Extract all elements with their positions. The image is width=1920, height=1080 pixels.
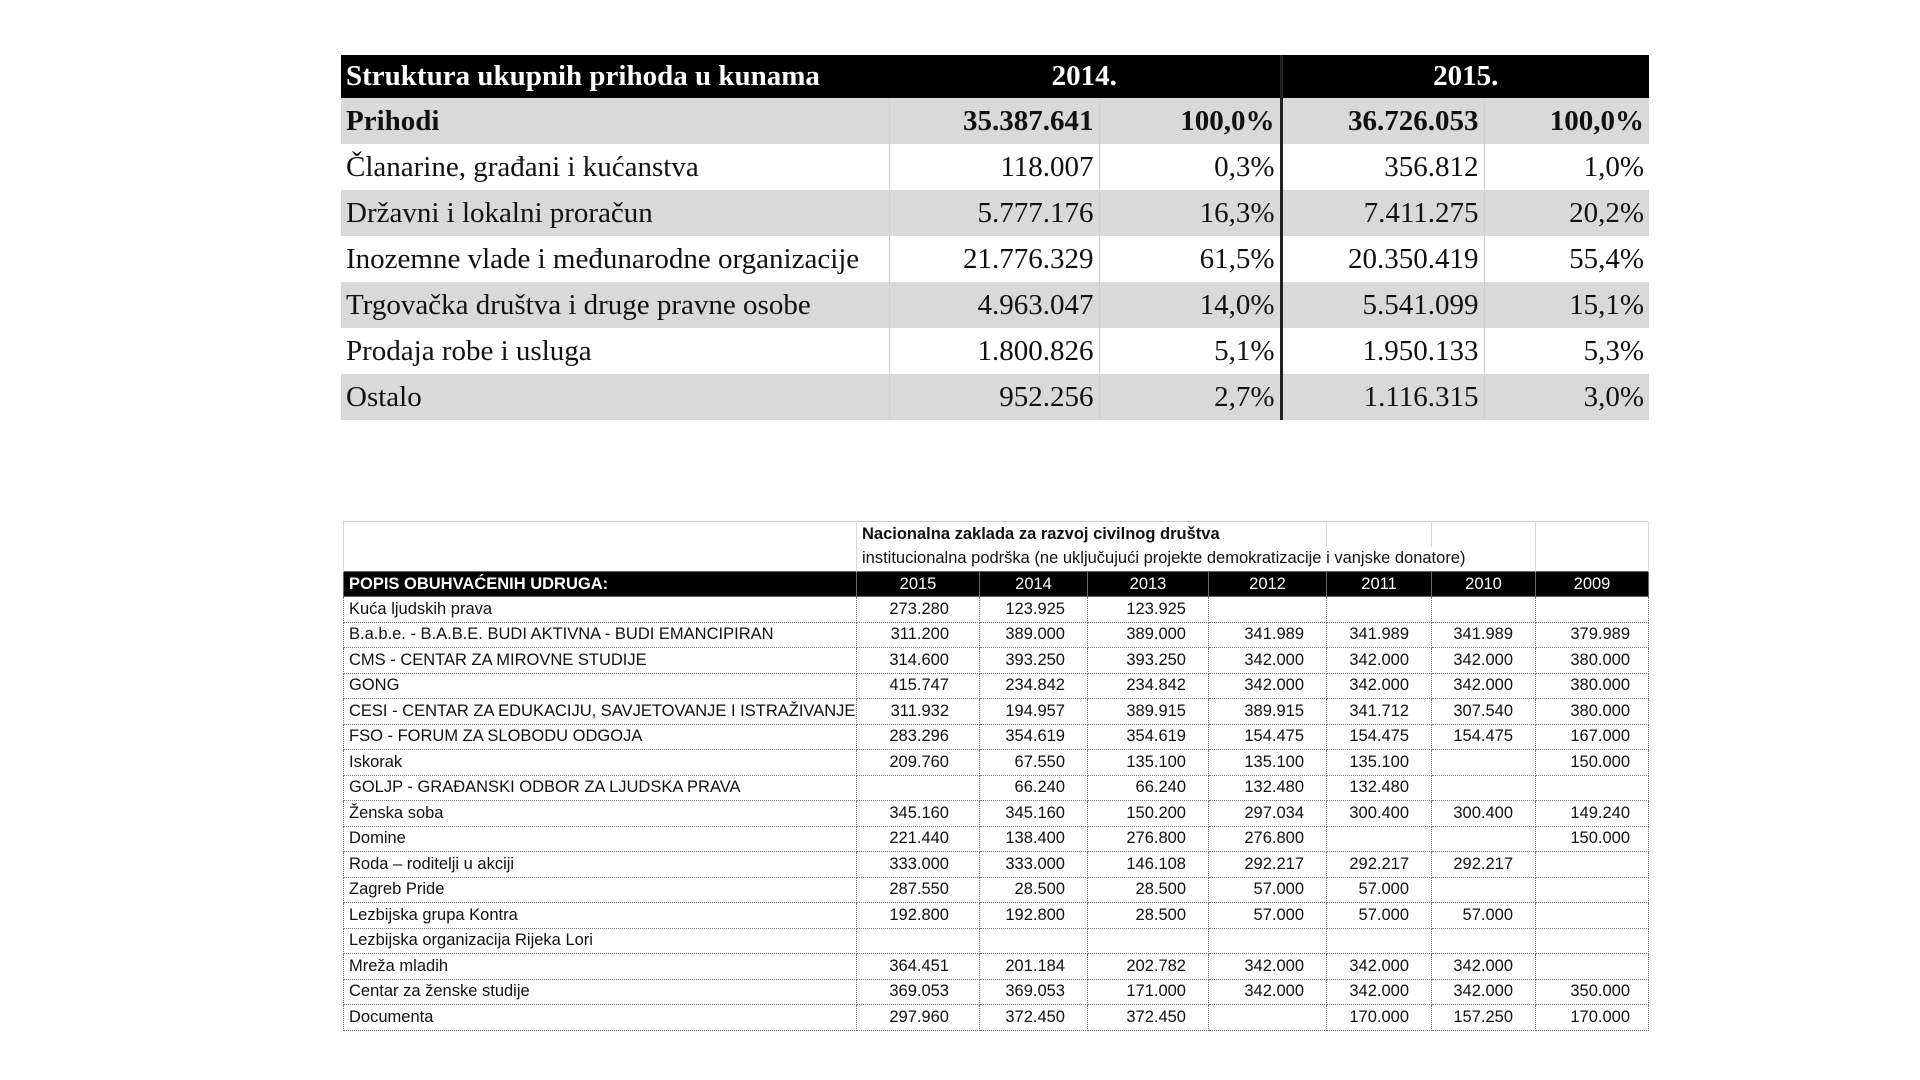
amount-cell: 123.925 bbox=[1088, 597, 1209, 623]
amount-cell: 28.500 bbox=[1088, 877, 1209, 903]
amount-cell: 372.450 bbox=[980, 1005, 1088, 1031]
revenue-row bbox=[341, 144, 1649, 190]
amount-cell: 192.800 bbox=[980, 903, 1088, 929]
table-row bbox=[344, 597, 1649, 623]
organization-name: GONG bbox=[344, 673, 857, 699]
percent-2015: 20,2% bbox=[1484, 190, 1649, 236]
empty-cell bbox=[1536, 547, 1649, 572]
revenue-structure-table bbox=[341, 55, 1649, 420]
amount-cell bbox=[1088, 928, 1209, 954]
organization-name: GOLJP - GRAĐANSKI ODBOR ZA LJUDSKA PRAVA bbox=[344, 775, 857, 801]
amount-cell: 57.000 bbox=[1209, 877, 1327, 903]
amount-cell: 132.480 bbox=[1209, 775, 1327, 801]
year-2014-header: 2014. bbox=[889, 55, 1281, 98]
amount-cell: 150.000 bbox=[1536, 750, 1649, 776]
percent-2014: 14,0% bbox=[1099, 282, 1281, 328]
amount-cell: 333.000 bbox=[980, 852, 1088, 878]
table-row bbox=[344, 928, 1649, 954]
revenue-category-label: Članarine, građani i kućanstva bbox=[341, 144, 889, 190]
organization-name: B.a.b.e. - B.A.B.E. BUDI AKTIVNA - BUDI EMANCIPIRAN bbox=[344, 622, 857, 648]
organization-name: Lezbijska grupa Kontra bbox=[344, 903, 857, 929]
revenue-row bbox=[341, 236, 1649, 282]
amount-cell: 292.217 bbox=[1209, 852, 1327, 878]
amount-cell bbox=[1209, 597, 1327, 623]
amount-cell: 276.800 bbox=[1088, 826, 1209, 852]
table-row bbox=[344, 622, 1649, 648]
amount-cell: 369.053 bbox=[857, 979, 980, 1005]
amount-cell: 341.989 bbox=[1327, 622, 1432, 648]
table-row bbox=[344, 775, 1649, 801]
amount-cell: 369.053 bbox=[980, 979, 1088, 1005]
table-row bbox=[344, 648, 1649, 674]
percent-2015: 100,0% bbox=[1484, 98, 1649, 144]
amount-cell: 342.000 bbox=[1432, 954, 1536, 980]
amount-cell: 354.619 bbox=[1088, 724, 1209, 750]
organization-name: Documenta bbox=[344, 1005, 857, 1031]
percent-2015: 55,4% bbox=[1484, 236, 1649, 282]
amount-cell bbox=[1536, 877, 1649, 903]
amount-cell: 297.034 bbox=[1209, 801, 1327, 827]
empty-cell bbox=[344, 522, 857, 547]
amount-cell: 66.240 bbox=[980, 775, 1088, 801]
table-row bbox=[344, 1005, 1649, 1031]
amount-cell: 276.800 bbox=[1209, 826, 1327, 852]
amount-2014: 5.777.176 bbox=[889, 190, 1099, 236]
amount-cell: 342.000 bbox=[1209, 648, 1327, 674]
amount-2015: 1.116.315 bbox=[1281, 374, 1484, 420]
amount-cell bbox=[1209, 928, 1327, 954]
amount-cell bbox=[1536, 903, 1649, 929]
amount-cell: 342.000 bbox=[1327, 979, 1432, 1005]
table-row bbox=[344, 699, 1649, 725]
amount-cell bbox=[1327, 826, 1432, 852]
table-row bbox=[344, 877, 1649, 903]
revenue-row bbox=[341, 190, 1649, 236]
organization-name: CESI - CENTAR ZA EDUKACIJU, SAVJETOVANJE I ISTRAŽIVANJE bbox=[344, 699, 857, 725]
amount-cell: 150.200 bbox=[1088, 801, 1209, 827]
amount-cell: 66.240 bbox=[1088, 775, 1209, 801]
amount-cell: 389.000 bbox=[1088, 622, 1209, 648]
amount-cell bbox=[1432, 597, 1536, 623]
organization-name: CMS - CENTAR ZA MIROVNE STUDIJE bbox=[344, 648, 857, 674]
amount-2015: 1.950.133 bbox=[1281, 328, 1484, 374]
organizations-column-header: POPIS OBUHVAĆENIH UDRUGA: bbox=[344, 572, 857, 597]
amount-cell: 57.000 bbox=[1209, 903, 1327, 929]
percent-2014: 2,7% bbox=[1099, 374, 1281, 420]
amount-cell bbox=[1536, 775, 1649, 801]
organization-name: Roda – roditelji u akciji bbox=[344, 852, 857, 878]
table-row bbox=[344, 954, 1649, 980]
amount-cell: 67.550 bbox=[980, 750, 1088, 776]
amount-cell bbox=[1432, 877, 1536, 903]
table-row bbox=[344, 801, 1649, 827]
amount-cell: 167.000 bbox=[1536, 724, 1649, 750]
amount-cell: 273.280 bbox=[857, 597, 980, 623]
support-table-column-header bbox=[344, 572, 1649, 597]
organization-name: FSO - FORUM ZA SLOBODU ODGOJA bbox=[344, 724, 857, 750]
amount-cell: 342.000 bbox=[1432, 648, 1536, 674]
revenue-total-row bbox=[341, 98, 1649, 144]
amount-cell: 389.000 bbox=[980, 622, 1088, 648]
revenue-row bbox=[341, 328, 1649, 374]
amount-cell: 297.960 bbox=[857, 1005, 980, 1031]
amount-cell: 342.000 bbox=[1327, 648, 1432, 674]
amount-cell: 234.842 bbox=[980, 673, 1088, 699]
amount-cell: 341.712 bbox=[1327, 699, 1432, 725]
amount-cell: 380.000 bbox=[1536, 699, 1649, 725]
revenue-table-title: Struktura ukupnih prihoda u kunama bbox=[341, 55, 889, 98]
amount-cell bbox=[1327, 928, 1432, 954]
amount-cell: 135.100 bbox=[1209, 750, 1327, 776]
amount-cell: 150.000 bbox=[1536, 826, 1649, 852]
amount-cell: 57.000 bbox=[1432, 903, 1536, 929]
amount-2014: 1.800.826 bbox=[889, 328, 1099, 374]
amount-cell bbox=[1536, 597, 1649, 623]
amount-cell: 138.400 bbox=[980, 826, 1088, 852]
percent-2014: 61,5% bbox=[1099, 236, 1281, 282]
percent-2015: 15,1% bbox=[1484, 282, 1649, 328]
organization-name: Iskorak bbox=[344, 750, 857, 776]
amount-cell: 379.989 bbox=[1536, 622, 1649, 648]
revenue-category-label: Ostalo bbox=[341, 374, 889, 420]
amount-cell bbox=[1327, 597, 1432, 623]
support-table-subtitle: institucionalna podrška (ne uključujući projekte demokratizacije i vanjske donatore) bbox=[857, 547, 1536, 572]
amount-cell: 132.480 bbox=[1327, 775, 1432, 801]
amount-2014: 118.007 bbox=[889, 144, 1099, 190]
amount-cell: 393.250 bbox=[980, 648, 1088, 674]
percent-2015: 5,3% bbox=[1484, 328, 1649, 374]
amount-cell: 157.250 bbox=[1432, 1005, 1536, 1031]
percent-2014: 5,1% bbox=[1099, 328, 1281, 374]
amount-cell: 311.200 bbox=[857, 622, 980, 648]
amount-cell: 135.100 bbox=[1088, 750, 1209, 776]
amount-2015: 36.726.053 bbox=[1281, 98, 1484, 144]
amount-cell: 221.440 bbox=[857, 826, 980, 852]
revenue-category-label: Prihodi bbox=[341, 98, 889, 144]
amount-cell: 154.475 bbox=[1209, 724, 1327, 750]
amount-cell: 307.540 bbox=[1432, 699, 1536, 725]
amount-cell bbox=[857, 775, 980, 801]
amount-cell: 154.475 bbox=[1432, 724, 1536, 750]
amount-cell: 28.500 bbox=[980, 877, 1088, 903]
organization-name: Mreža mladih bbox=[344, 954, 857, 980]
revenue-category-label: Inozemne vlade i međunarodne organizacije bbox=[341, 236, 889, 282]
percent-2014: 0,3% bbox=[1099, 144, 1281, 190]
amount-cell bbox=[1432, 826, 1536, 852]
amount-cell: 201.184 bbox=[980, 954, 1088, 980]
amount-cell: 292.217 bbox=[1327, 852, 1432, 878]
percent-2014: 100,0% bbox=[1099, 98, 1281, 144]
amount-cell: 380.000 bbox=[1536, 648, 1649, 674]
revenue-row bbox=[341, 374, 1649, 420]
amount-cell: 354.619 bbox=[980, 724, 1088, 750]
amount-cell: 57.000 bbox=[1327, 903, 1432, 929]
amount-cell: 341.989 bbox=[1432, 622, 1536, 648]
amount-cell: 234.842 bbox=[1088, 673, 1209, 699]
amount-cell bbox=[1432, 928, 1536, 954]
amount-cell: 170.000 bbox=[1327, 1005, 1432, 1031]
support-table-subtitle-row bbox=[344, 547, 1649, 572]
amount-cell: 333.000 bbox=[857, 852, 980, 878]
amount-cell bbox=[1536, 852, 1649, 878]
amount-cell: 380.000 bbox=[1536, 673, 1649, 699]
amount-cell: 149.240 bbox=[1536, 801, 1649, 827]
year-column-header: 2014 bbox=[980, 572, 1088, 597]
support-table-title: Nacionalna zaklada za razvoj civilnog društva bbox=[857, 522, 1327, 547]
empty-cell bbox=[344, 547, 857, 572]
organization-name: Zagreb Pride bbox=[344, 877, 857, 903]
organization-name: Centar za ženske studije bbox=[344, 979, 857, 1005]
amount-2015: 356.812 bbox=[1281, 144, 1484, 190]
amount-cell: 135.100 bbox=[1327, 750, 1432, 776]
organization-name: Ženska soba bbox=[344, 801, 857, 827]
table-row bbox=[344, 826, 1649, 852]
year-column-header: 2010 bbox=[1432, 572, 1536, 597]
percent-2014: 16,3% bbox=[1099, 190, 1281, 236]
amount-cell: 300.400 bbox=[1432, 801, 1536, 827]
amount-2014: 4.963.047 bbox=[889, 282, 1099, 328]
amount-cell: 170.000 bbox=[1536, 1005, 1649, 1031]
table-row bbox=[344, 724, 1649, 750]
amount-cell: 350.000 bbox=[1536, 979, 1649, 1005]
revenue-category-label: Prodaja robe i usluga bbox=[341, 328, 889, 374]
amount-cell bbox=[1209, 1005, 1327, 1031]
amount-cell: 389.915 bbox=[1209, 699, 1327, 725]
empty-cell bbox=[1327, 522, 1432, 547]
amount-cell: 345.160 bbox=[980, 801, 1088, 827]
amount-2014: 35.387.641 bbox=[889, 98, 1099, 144]
organization-name: Kuća ljudskih prava bbox=[344, 597, 857, 623]
amount-cell: 202.782 bbox=[1088, 954, 1209, 980]
amount-cell: 28.500 bbox=[1088, 903, 1209, 929]
amount-cell: 364.451 bbox=[857, 954, 980, 980]
amount-cell bbox=[1432, 750, 1536, 776]
amount-cell: 194.957 bbox=[980, 699, 1088, 725]
amount-2015: 5.541.099 bbox=[1281, 282, 1484, 328]
amount-cell: 393.250 bbox=[1088, 648, 1209, 674]
amount-cell: 209.760 bbox=[857, 750, 980, 776]
amount-cell: 171.000 bbox=[1088, 979, 1209, 1005]
amount-cell bbox=[980, 928, 1088, 954]
table-row bbox=[344, 852, 1649, 878]
table-row bbox=[344, 750, 1649, 776]
table-row bbox=[344, 673, 1649, 699]
amount-cell: 300.400 bbox=[1327, 801, 1432, 827]
amount-cell: 154.475 bbox=[1327, 724, 1432, 750]
year-column-header: 2015 bbox=[857, 572, 980, 597]
support-table-title-row bbox=[344, 522, 1649, 547]
amount-cell: 415.747 bbox=[857, 673, 980, 699]
amount-cell: 57.000 bbox=[1327, 877, 1432, 903]
percent-2015: 1,0% bbox=[1484, 144, 1649, 190]
amount-cell: 372.450 bbox=[1088, 1005, 1209, 1031]
amount-cell: 345.160 bbox=[857, 801, 980, 827]
amount-cell: 342.000 bbox=[1432, 673, 1536, 699]
amount-cell: 146.108 bbox=[1088, 852, 1209, 878]
amount-cell: 342.000 bbox=[1327, 673, 1432, 699]
revenue-table-header bbox=[341, 55, 1649, 98]
year-column-header: 2013 bbox=[1088, 572, 1209, 597]
amount-cell bbox=[1536, 954, 1649, 980]
amount-cell: 342.000 bbox=[1327, 954, 1432, 980]
amount-2015: 20.350.419 bbox=[1281, 236, 1484, 282]
year-column-header: 2012 bbox=[1209, 572, 1327, 597]
amount-cell: 123.925 bbox=[980, 597, 1088, 623]
organization-name: Lezbijska organizacija Rijeka Lori bbox=[344, 928, 857, 954]
amount-cell: 342.000 bbox=[1432, 979, 1536, 1005]
amount-cell: 342.000 bbox=[1209, 979, 1327, 1005]
amount-cell bbox=[1536, 928, 1649, 954]
amount-cell bbox=[857, 928, 980, 954]
revenue-row bbox=[341, 282, 1649, 328]
amount-cell: 311.932 bbox=[857, 699, 980, 725]
amount-cell: 341.989 bbox=[1209, 622, 1327, 648]
amount-2015: 7.411.275 bbox=[1281, 190, 1484, 236]
amount-cell bbox=[1432, 775, 1536, 801]
amount-cell: 287.550 bbox=[857, 877, 980, 903]
revenue-category-label: Trgovačka društva i druge pravne osobe bbox=[341, 282, 889, 328]
empty-cell bbox=[1536, 522, 1649, 547]
amount-cell: 314.600 bbox=[857, 648, 980, 674]
amount-cell: 192.800 bbox=[857, 903, 980, 929]
amount-cell: 342.000 bbox=[1209, 954, 1327, 980]
percent-2015: 3,0% bbox=[1484, 374, 1649, 420]
year-2015-header: 2015. bbox=[1281, 55, 1649, 98]
amount-cell: 342.000 bbox=[1209, 673, 1327, 699]
revenue-category-label: Državni i lokalni proračun bbox=[341, 190, 889, 236]
amount-cell: 283.296 bbox=[857, 724, 980, 750]
foundation-support-table bbox=[343, 521, 1649, 1031]
amount-2014: 21.776.329 bbox=[889, 236, 1099, 282]
year-column-header: 2011 bbox=[1327, 572, 1432, 597]
empty-cell bbox=[1432, 522, 1536, 547]
year-column-header: 2009 bbox=[1536, 572, 1649, 597]
amount-2014: 952.256 bbox=[889, 374, 1099, 420]
organization-name: Domine bbox=[344, 826, 857, 852]
amount-cell: 389.915 bbox=[1088, 699, 1209, 725]
table-row bbox=[344, 979, 1649, 1005]
table-row bbox=[344, 903, 1649, 929]
amount-cell: 292.217 bbox=[1432, 852, 1536, 878]
